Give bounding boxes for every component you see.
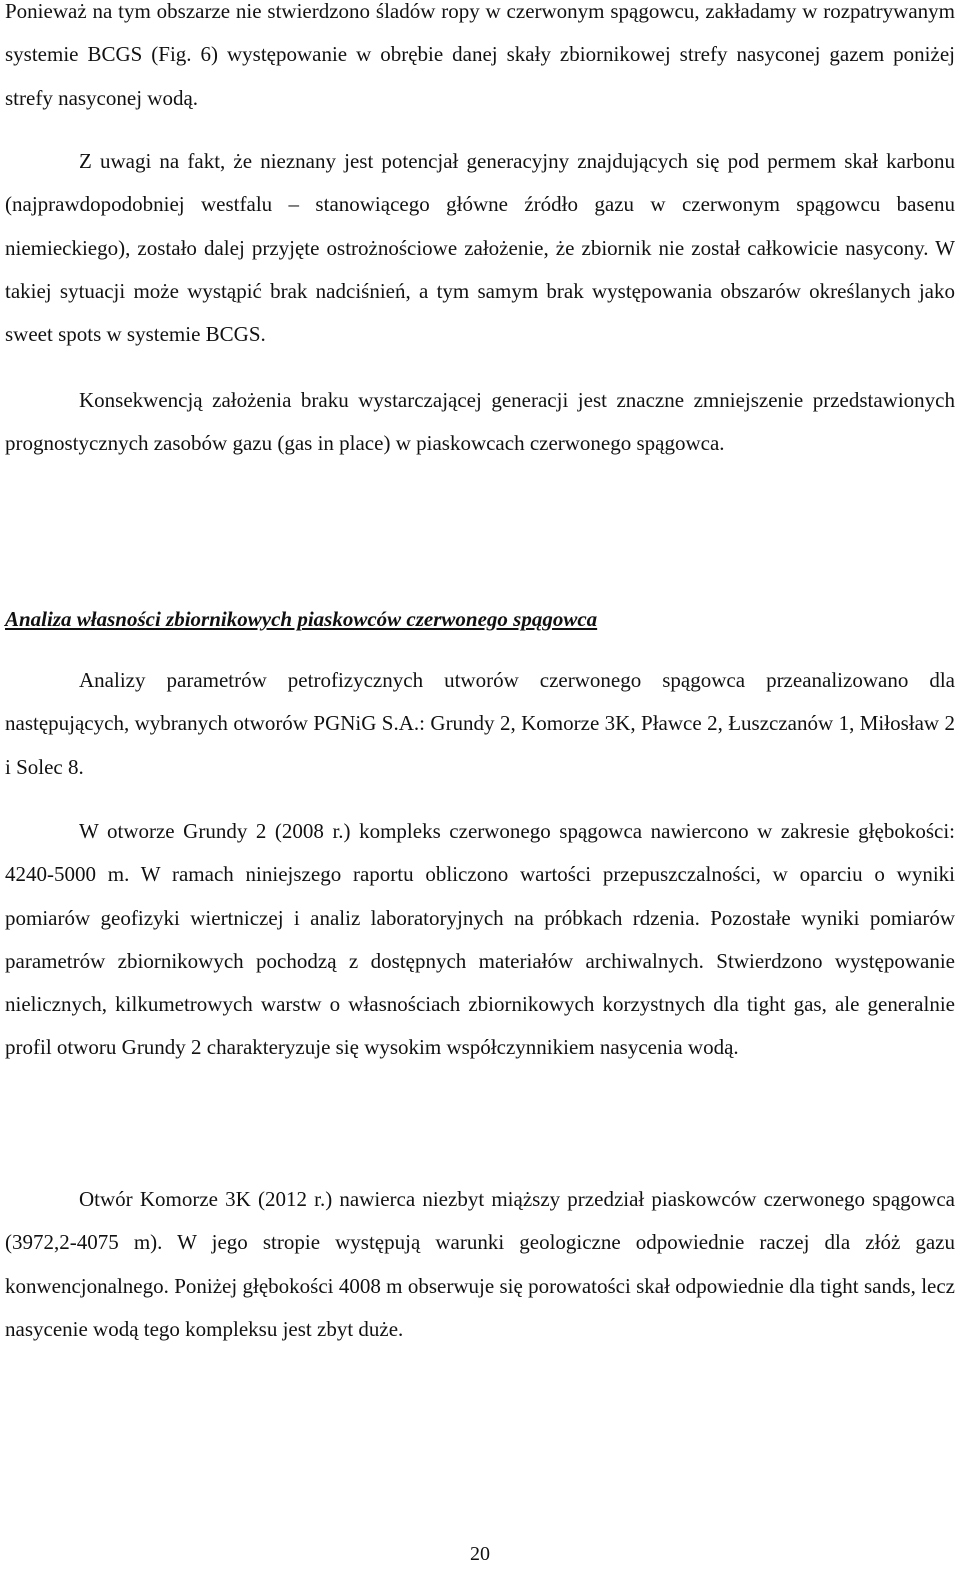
paragraph-komorze-3k: Otwór Komorze 3K (2012 r.) nawierca niezbyt miąższy przedział piaskowców czerwonego spągowca (3972,2-4075 m). W jego stropie występują warunki geologiczne odpowiednie raczej dla złóż gazu konwencjonalnego. Poniżej głębokości 4008 m obserwuje się porowatości skał odpowiednie dla tight sands, lecz nasycenie wodą tego kompleksu jest zbyt duże.: [5, 1187, 955, 1341]
page-number: 20: [470, 1543, 490, 1565]
paragraph-oil-traces: Ponieważ na tym obszarze nie stwierdzono śladów ropy w czerwonym spągowcu, zakładamy w rozpatrywanym systemie BCGS (Fig. 6) występowanie w obrębie danej skały zbiornikowej strefy nasyconej gazem poniżej strefy nasyconej wodą.: [5, 0, 955, 110]
paragraph-generation-potential: Z uwagi na fakt, że nieznany jest potencjał generacyjny znajdujących się pod permem skał karbonu (najprawdopodobniej westfalu – stanowiącego główne źródło gazu w czerwonym spągowcu basenu niemieckiego), zostało dalej przyjęte ostrożnościowe założenie, że zbiornik nie został całkowicie nasycony. W takiej sytuacji może wystąpić brak nadciśnień, a tym samym brak występowania obszarów określanych jako sweet spots w systemie BCGS.: [5, 149, 955, 347]
section-heading: Analiza własności zbiornikowych piaskowców czerwonego spągowca: [5, 607, 598, 631]
paragraph-grundy-2: W otworze Grundy 2 (2008 r.) kompleks czerwonego spągowca nawiercono w zakresie głębokości: 4240-5000 m. W ramach niniejszego raportu obliczono wartości przepuszczalności, w oparciu o wyniki pomiarów geofizyki wiertniczej i analiz laboratoryjnych na próbkach rdzenia. Pozostałe wyniki pomiarów parametrów zbiornikowych pochodzą z dostępnych materiałów archiwalnych. Stwierdzono występowanie nielicznych, kilkumetrowych warstw o własnościach zbiornikowych korzystnych dla tight gas, ale generalnie profil otworu Grundy 2 charakteryzuje się wysokim współczynnikiem nasycenia wodą.: [5, 819, 955, 1060]
paragraph-analyzed-wells: Analizy parametrów petrofizycznych utworów czerwonego spągowca przeanalizowano dla następujących, wybranych otworów PGNiG S.A.: Grundy 2, Komorze 3K, Pławce 2, Łuszczanów 1, Miłosław 2 i Solec 8.: [5, 668, 955, 779]
paragraph-generation-consequence: Konsekwencją założenia braku wystarczającej generacji jest znaczne zmniejszenie przedstawionych prognostycznych zasobów gazu (gas in place) w piaskowcach czerwonego spągowca.: [5, 388, 955, 456]
